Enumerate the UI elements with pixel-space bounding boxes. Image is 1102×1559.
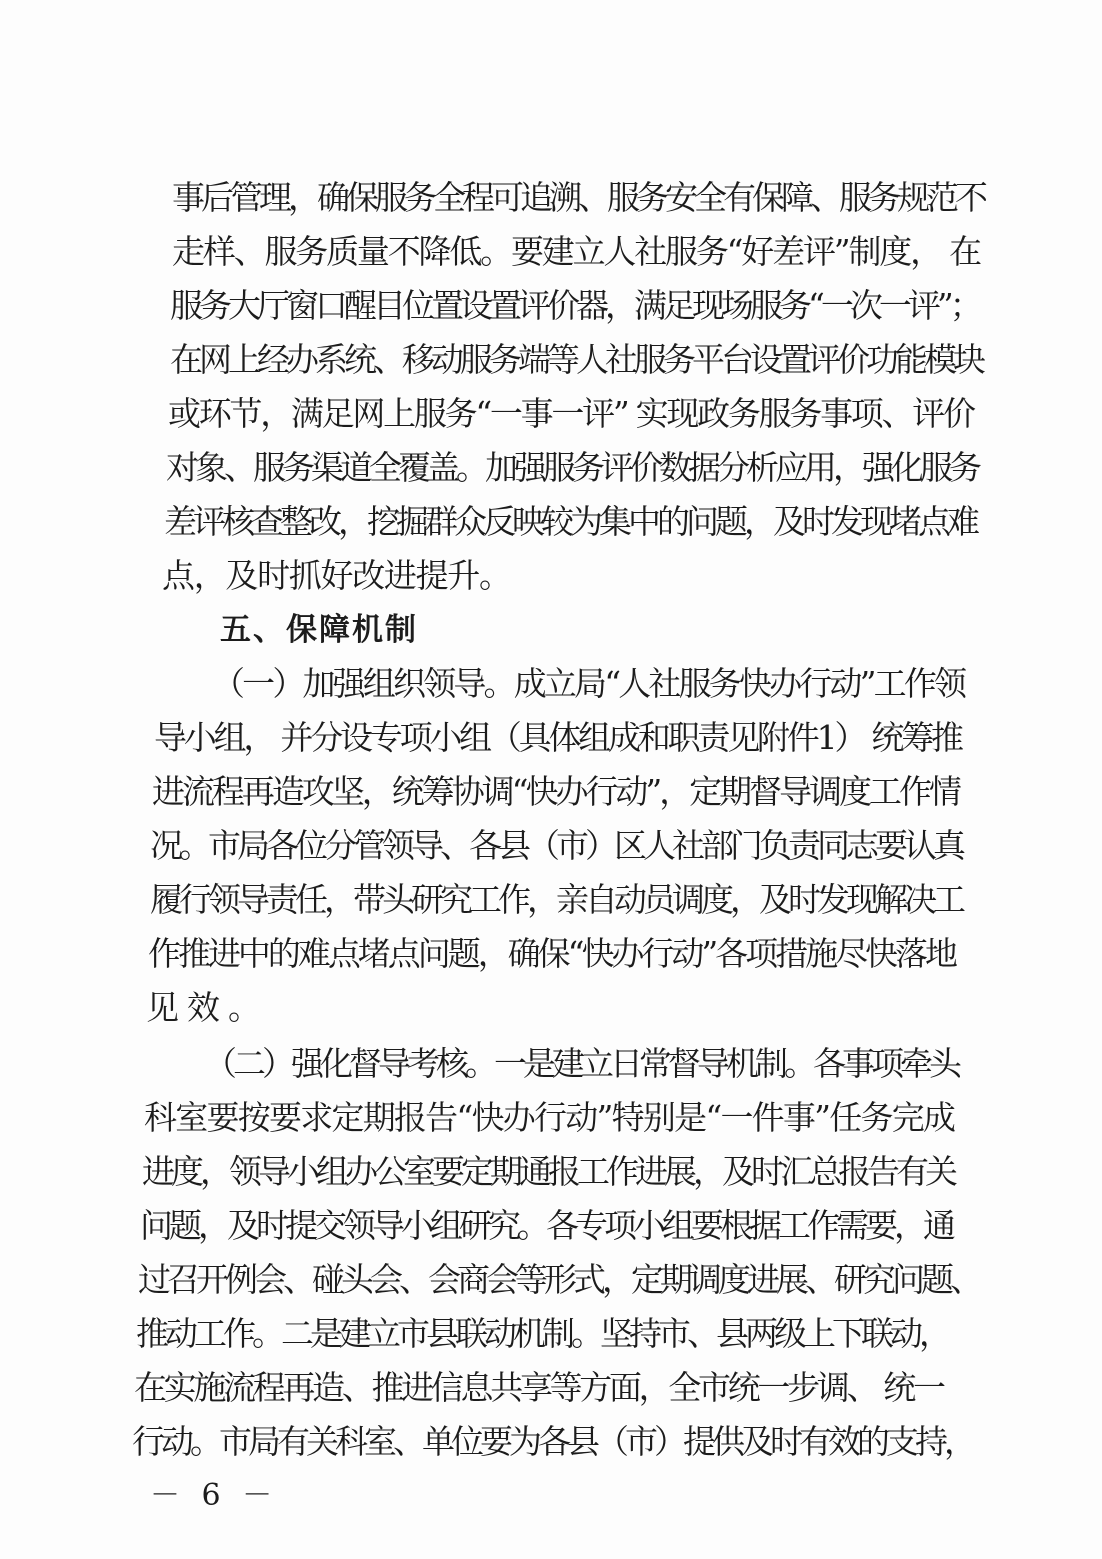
text-line: 差评核查整改，挖掘群众反映较为集中的问题，及时发现堵点难 bbox=[164, 502, 976, 541]
text-line: 见效。 bbox=[146, 988, 269, 1027]
section-heading: 五、保障机制 bbox=[220, 612, 418, 648]
page-number: － 6 － bbox=[150, 1478, 279, 1513]
text-line: 况。市局各位分管领导、各县（市）区人社部门负责同志要认真 bbox=[150, 826, 962, 865]
text-line: 服务大厅窗口醒目位置设置评价器，满足现场服务“一次一评”； bbox=[170, 286, 979, 325]
text-line: 在实施流程再造、推进信息共享等方面，全市统一步调、 统一 bbox=[134, 1368, 943, 1407]
text-line: （一）加强组织领导。成立局“人社服务快办行动”工作领 bbox=[212, 664, 965, 703]
text-line: 进度，领导小组办公室要定期通报工作进展，及时汇总报告有关 bbox=[142, 1152, 954, 1191]
text-line: 推动工作。二是建立市县联动机制。坚持市、县两级上下联动， bbox=[136, 1314, 948, 1353]
text-line: 走样、服务质量不降低。要建立人社服务“好差评”制度， 在 bbox=[172, 232, 980, 271]
text-line: 科室要按要求定期报告“快办行动”特别是“一件事”任务完成 bbox=[144, 1098, 955, 1137]
text-line: 履行领导责任，带头研究工作，亲自动员调度，及时发现解决工 bbox=[150, 880, 962, 919]
text-line: 事后管理，确保服务全程可追溯、服务安全有保障、服务规范不 bbox=[172, 178, 984, 217]
text-line: 行动。市局有关科室、单位要为各县（市）提供及时有效的支持， bbox=[132, 1422, 973, 1461]
text-line: 问题，及时提交领导小组研究。各专项小组要根据工作需要，通 bbox=[140, 1206, 952, 1245]
text-line: 在网上经办系统、移动服务端等人社服务平台设置评价功能模块 bbox=[170, 340, 982, 379]
text-line: 点，及时抓好改进提升。 bbox=[162, 556, 511, 595]
text-line: 作推进中的难点堵点问题，确保“快办行动”各项措施尽快落地 bbox=[148, 934, 955, 973]
text-line: 导小组， 并分设专项小组（具体组成和职责见附件1） 统筹推 bbox=[154, 718, 961, 757]
text-line: （二）强化督导考核。一是建立日常督导机制。各事项牵头 bbox=[204, 1044, 958, 1083]
text-line: 进流程再造攻坚，统筹协调“快办行动”，定期督导调度工作情 bbox=[152, 772, 959, 811]
text-line: 过召开例会、碰头会、会商会等形式，定期调度进展、研究问题、 bbox=[138, 1260, 979, 1299]
text-line: 对象、服务渠道全覆盖。加强服务评价数据分析应用，强化服务 bbox=[166, 448, 978, 487]
text-line: 或环节，满足网上服务“一事一评” 实现政务服务事项、评价 bbox=[168, 394, 974, 433]
